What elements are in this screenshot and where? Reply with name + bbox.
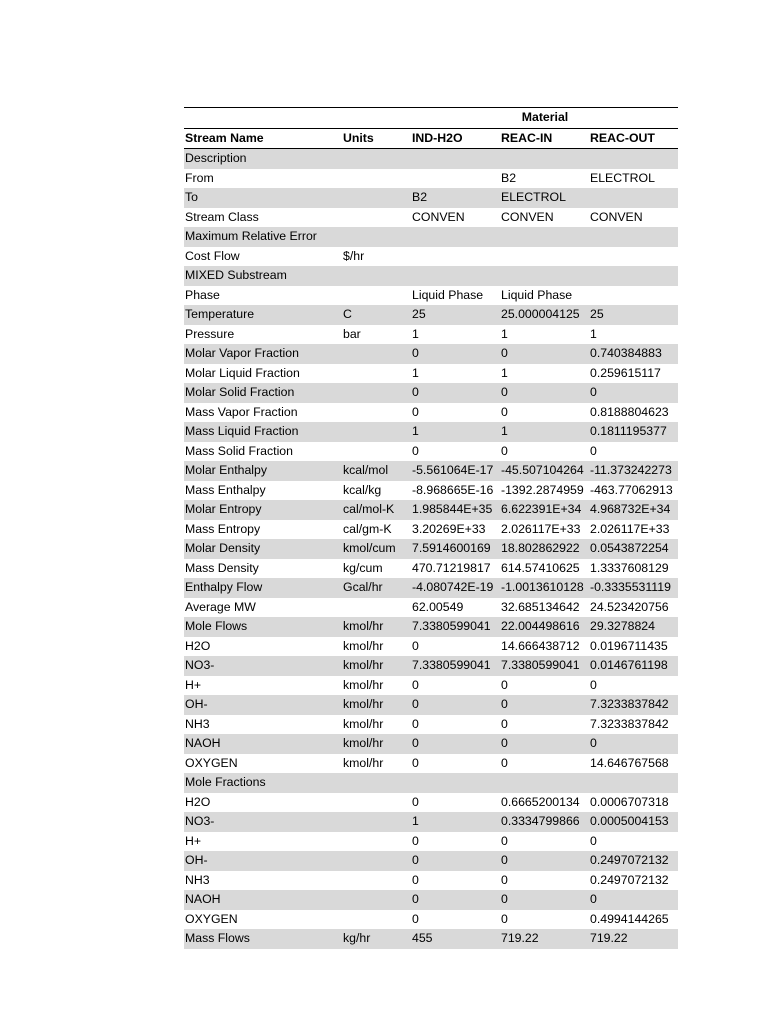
row-units [342, 149, 411, 169]
cell-ind-h2o: 0 [411, 734, 500, 754]
cell-reac-out: 7.3233837842 [589, 695, 678, 715]
cell-ind-h2o: 0 [412, 443, 419, 458]
table-row [184, 325, 678, 345]
cell-ind-h2o: 0 [412, 716, 419, 731]
cell-ind-h2o: 0 [411, 344, 500, 364]
row-label: OXYGEN [185, 755, 238, 770]
row-label: Mass Liquid Fraction [184, 422, 342, 442]
cell-reac-in: 0 [500, 344, 589, 364]
cell-reac-out: 0.0146761198 [589, 656, 678, 676]
cell-reac-in: 32.685134642 [501, 599, 580, 614]
cell-reac-out: 1.3337608129 [590, 560, 669, 575]
cell-reac-out: 2.026117E+33 [590, 521, 670, 536]
cell-reac-out: 0.0196711435 [590, 638, 668, 653]
table-row [184, 266, 678, 286]
row-label: Mass Vapor Fraction [185, 404, 298, 419]
row-units [342, 383, 411, 403]
table-row [184, 676, 678, 696]
cell-reac-out: 0.1811195377 [589, 422, 678, 442]
table-row [184, 286, 678, 306]
table-row [184, 539, 678, 559]
cell-reac-out [589, 247, 678, 267]
table-row [184, 793, 678, 813]
row-label: To [184, 188, 342, 208]
row-units [342, 910, 411, 930]
row-label: Average MW [185, 599, 256, 614]
row-units [342, 442, 411, 462]
cell-ind-h2o: 1 [412, 365, 419, 380]
cell-reac-out: 0 [590, 443, 597, 458]
cell-ind-h2o: -8.968665E-16 [412, 482, 494, 497]
cell-reac-in: CONVEN [501, 209, 554, 224]
cell-ind-h2o: 470.71219817 [412, 560, 491, 575]
column-header-reac-in: REAC-IN [500, 128, 589, 149]
cell-reac-out: 0.8188804623 [590, 404, 669, 419]
row-units: kcal/kg [343, 482, 382, 497]
cell-ind-h2o [411, 266, 500, 286]
cell-ind-h2o [411, 247, 500, 267]
cell-reac-out: 0 [589, 383, 678, 403]
group-header-material: Material [411, 108, 678, 129]
cell-reac-in: 0 [500, 383, 589, 403]
cell-reac-in: 22.004498616 [500, 617, 589, 637]
row-label: Molar Vapor Fraction [184, 344, 342, 364]
cell-reac-out: 0.0005004153 [589, 812, 678, 832]
row-units: kmol/hr [342, 656, 411, 676]
row-units [342, 812, 411, 832]
table-body [184, 149, 678, 949]
cell-reac-out [589, 286, 678, 306]
cell-ind-h2o: Liquid Phase [412, 287, 484, 302]
cell-reac-in: 2.026117E+33 [501, 521, 581, 536]
table-row [184, 754, 678, 774]
cell-reac-in: 7.3380599041 [500, 656, 589, 676]
table-row [184, 422, 678, 442]
table-row [184, 188, 678, 208]
cell-reac-in: 18.802862922 [500, 539, 589, 559]
cell-reac-out: 719.22 [589, 929, 678, 949]
cell-reac-in: 1 [501, 326, 508, 341]
cell-reac-out: ELECTROL [590, 170, 655, 185]
row-units [342, 403, 411, 423]
cell-ind-h2o: 0 [412, 872, 419, 887]
table-row [184, 481, 678, 501]
cell-reac-in: Liquid Phase [501, 287, 573, 302]
row-label: Phase [185, 287, 220, 302]
cell-ind-h2o: 7.3380599041 [411, 617, 500, 637]
row-label: H+ [185, 677, 202, 692]
cell-reac-out: 0.2497072132 [590, 872, 669, 887]
row-units: kmol/hr [343, 677, 384, 692]
cell-ind-h2o: 1 [412, 326, 419, 341]
table-row [184, 149, 678, 169]
cell-ind-h2o: 7.5914600169 [411, 539, 500, 559]
cell-reac-in: -1.0013610128 [500, 578, 589, 598]
table-row [184, 695, 678, 715]
table-row [184, 247, 678, 267]
cell-reac-in: ELECTROL [500, 188, 589, 208]
row-label: Mole Flows [184, 617, 342, 637]
row-label: OXYGEN [185, 911, 238, 926]
cell-reac-out [589, 188, 678, 208]
column-header-ind-h2o: IND-H2O [411, 128, 500, 149]
row-units [342, 851, 411, 871]
column-header-reac-out: REAC-OUT [589, 128, 678, 149]
row-units [342, 286, 411, 306]
cell-ind-h2o: 0 [411, 695, 500, 715]
row-units [342, 890, 411, 910]
cell-reac-out: 0.2497072132 [589, 851, 678, 871]
row-label: Temperature [184, 305, 342, 325]
table-group-header-row [184, 108, 678, 129]
table-row [184, 227, 678, 247]
row-label: Cost Flow [185, 248, 240, 263]
row-label: NO3- [184, 656, 342, 676]
row-units: $/hr [343, 248, 365, 263]
cell-reac-in [500, 773, 589, 793]
cell-reac-out: 0.0006707318 [590, 794, 669, 809]
table-row [184, 773, 678, 793]
row-label: NO3- [184, 812, 342, 832]
table-row [184, 871, 678, 891]
cell-ind-h2o: 0 [412, 638, 419, 653]
table-row [184, 598, 678, 618]
row-units: kmol/hr [343, 755, 384, 770]
table-row [184, 208, 678, 228]
cell-reac-out: 25 [589, 305, 678, 325]
cell-ind-h2o: 0 [412, 911, 419, 926]
cell-ind-h2o: 3.20269E+33 [412, 521, 486, 536]
cell-ind-h2o: 0 [412, 794, 419, 809]
cell-reac-out: -463.77062913 [590, 482, 673, 497]
cell-reac-out: -0.3335531119 [589, 578, 678, 598]
table-row [184, 520, 678, 540]
row-units [342, 188, 411, 208]
table-row [184, 812, 678, 832]
cell-reac-out: 0 [589, 890, 678, 910]
cell-reac-in: 614.57410625 [501, 560, 580, 575]
cell-reac-in: -1392.2874959 [501, 482, 584, 497]
row-label: Enthalpy Flow [184, 578, 342, 598]
row-units: Gcal/hr [342, 578, 411, 598]
row-units: kmol/hr [342, 617, 411, 637]
cell-reac-in [500, 247, 589, 267]
table-row [184, 832, 678, 852]
column-header-stream-name: Stream Name [184, 128, 342, 149]
row-units: kmol/hr [343, 638, 384, 653]
table-row [184, 734, 678, 754]
table-row [184, 910, 678, 930]
cell-reac-out: 0.4994144265 [590, 911, 669, 926]
cell-ind-h2o: B2 [411, 188, 500, 208]
row-label: OH- [184, 851, 342, 871]
cell-reac-in: 719.22 [500, 929, 589, 949]
row-label: From [185, 170, 214, 185]
row-label: Stream Class [185, 209, 259, 224]
cell-reac-out [589, 149, 678, 169]
stream-results-table [184, 107, 678, 949]
cell-reac-out: 4.968732E+34 [589, 500, 678, 520]
row-units [342, 871, 411, 891]
row-units: kmol/cum [342, 539, 411, 559]
table-row [184, 461, 678, 481]
cell-reac-in: 0 [500, 734, 589, 754]
table-row [184, 637, 678, 657]
row-label: Molar Liquid Fraction [185, 365, 300, 380]
row-units [342, 422, 411, 442]
cell-reac-in: 14.666438712 [501, 638, 580, 653]
cell-reac-out: 0 [590, 677, 597, 692]
cell-reac-out [589, 773, 678, 793]
cell-ind-h2o: 0 [412, 833, 419, 848]
row-units: cal/gm-K [343, 521, 392, 536]
cell-reac-out: 0.740384883 [589, 344, 678, 364]
cell-reac-in: 0 [501, 404, 508, 419]
row-label: NAOH [184, 734, 342, 754]
row-label: Mass Density [185, 560, 259, 575]
cell-ind-h2o [411, 169, 500, 189]
cell-reac-in: 0 [501, 443, 508, 458]
row-label: Description [184, 149, 342, 169]
row-units [342, 344, 411, 364]
cell-reac-out: 0.259615117 [590, 365, 661, 380]
row-units [342, 266, 411, 286]
table-row [184, 617, 678, 637]
row-label: Pressure [185, 326, 235, 341]
row-label: H+ [185, 833, 202, 848]
cell-reac-out: 0 [590, 833, 597, 848]
cell-reac-out: 0 [589, 734, 678, 754]
cell-reac-in: 1 [500, 422, 589, 442]
row-units: bar [343, 326, 361, 341]
cell-reac-in: 0 [501, 911, 508, 926]
table-row [184, 715, 678, 735]
group-header-spacer [342, 108, 411, 129]
row-units [342, 169, 411, 189]
cell-reac-in: 0 [501, 833, 508, 848]
row-units: cal/mol-K [342, 500, 411, 520]
row-label: Molar Solid Fraction [184, 383, 342, 403]
row-label: Mass Enthalpy [185, 482, 266, 497]
cell-ind-h2o: 1.985844E+35 [411, 500, 500, 520]
table-row [184, 929, 678, 949]
cell-ind-h2o: -4.080742E-19 [411, 578, 500, 598]
row-units [342, 832, 411, 852]
table-row [184, 656, 678, 676]
cell-reac-in: 0 [500, 890, 589, 910]
cell-reac-in [500, 227, 589, 247]
cell-ind-h2o: 0 [412, 677, 419, 692]
group-header-spacer [184, 108, 342, 129]
cell-ind-h2o: 25 [411, 305, 500, 325]
cell-reac-in: 0 [501, 755, 508, 770]
cell-reac-in: -45.507104264 [500, 461, 589, 481]
row-label: OH- [184, 695, 342, 715]
row-units: kmol/hr [343, 716, 384, 731]
cell-ind-h2o [411, 149, 500, 169]
row-units: kmol/hr [342, 734, 411, 754]
row-label: NH3 [185, 872, 210, 887]
cell-reac-in: 0.6665200134 [501, 794, 580, 809]
cell-ind-h2o: 0 [411, 383, 500, 403]
row-units: kmol/hr [342, 695, 411, 715]
table-row [184, 559, 678, 579]
cell-reac-out [589, 227, 678, 247]
cell-reac-out: 14.646767568 [590, 755, 669, 770]
table-row [184, 890, 678, 910]
cell-ind-h2o: 0 [411, 890, 500, 910]
row-units [342, 208, 411, 228]
cell-reac-out: 29.3278824 [589, 617, 678, 637]
cell-ind-h2o: 0 [411, 851, 500, 871]
cell-reac-in: 0 [501, 872, 508, 887]
cell-reac-out: 7.3233837842 [590, 716, 669, 731]
table-row [184, 169, 678, 189]
row-label: Mole Fractions [184, 773, 342, 793]
table-row [184, 442, 678, 462]
cell-reac-out: 0.0543872254 [589, 539, 678, 559]
cell-reac-in: 0.3334799866 [500, 812, 589, 832]
table-row [184, 305, 678, 325]
cell-reac-out: 1 [590, 326, 597, 341]
cell-ind-h2o: 7.3380599041 [411, 656, 500, 676]
table-row [184, 500, 678, 520]
cell-ind-h2o: 455 [411, 929, 500, 949]
row-label: Mass Solid Fraction [185, 443, 293, 458]
cell-ind-h2o [411, 773, 500, 793]
table-row [184, 364, 678, 384]
row-units: kg/hr [342, 929, 411, 949]
cell-reac-in: 0 [501, 677, 508, 692]
cell-reac-in: 6.622391E+34 [500, 500, 589, 520]
table-column-header-row [184, 128, 678, 149]
row-units [342, 227, 411, 247]
row-label: Molar Enthalpy [184, 461, 342, 481]
table-row [184, 403, 678, 423]
cell-reac-in: 0 [501, 716, 508, 731]
row-units [342, 598, 411, 618]
row-label: Molar Density [184, 539, 342, 559]
cell-ind-h2o: 0 [412, 755, 419, 770]
row-units [342, 773, 411, 793]
row-label: NAOH [184, 890, 342, 910]
cell-reac-out: CONVEN [590, 209, 643, 224]
column-header-units: Units [342, 128, 411, 149]
cell-ind-h2o [411, 227, 500, 247]
cell-reac-in: B2 [501, 170, 517, 185]
cell-reac-in: 25.000004125 [500, 305, 589, 325]
row-units: C [342, 305, 411, 325]
row-units [342, 364, 411, 384]
row-label: H2O [185, 794, 211, 809]
cell-reac-in [500, 149, 589, 169]
row-units [342, 793, 411, 813]
cell-ind-h2o: 62.00549 [412, 599, 464, 614]
cell-ind-h2o: CONVEN [412, 209, 465, 224]
row-units: kcal/mol [342, 461, 411, 481]
cell-reac-in: 1 [501, 365, 508, 380]
cell-reac-out: -11.373242273 [589, 461, 678, 481]
table-row [184, 344, 678, 364]
cell-reac-out [589, 266, 678, 286]
table-row [184, 851, 678, 871]
cell-ind-h2o: -5.561064E-17 [411, 461, 500, 481]
cell-ind-h2o: 0 [412, 404, 419, 419]
table-row [184, 578, 678, 598]
row-label: NH3 [185, 716, 210, 731]
row-label: MIXED Substream [184, 266, 342, 286]
cell-ind-h2o: 1 [411, 812, 500, 832]
row-label: Mass Flows [184, 929, 342, 949]
cell-ind-h2o: 1 [411, 422, 500, 442]
cell-reac-in: 0 [500, 851, 589, 871]
table-row [184, 383, 678, 403]
row-units: kg/cum [343, 560, 383, 575]
row-label: Molar Entropy [184, 500, 342, 520]
cell-reac-out: 24.523420756 [590, 599, 669, 614]
cell-reac-in [500, 266, 589, 286]
cell-reac-in: 0 [500, 695, 589, 715]
row-label: H2O [185, 638, 211, 653]
row-label: Mass Entropy [185, 521, 261, 536]
row-label: Maximum Relative Error [184, 227, 342, 247]
